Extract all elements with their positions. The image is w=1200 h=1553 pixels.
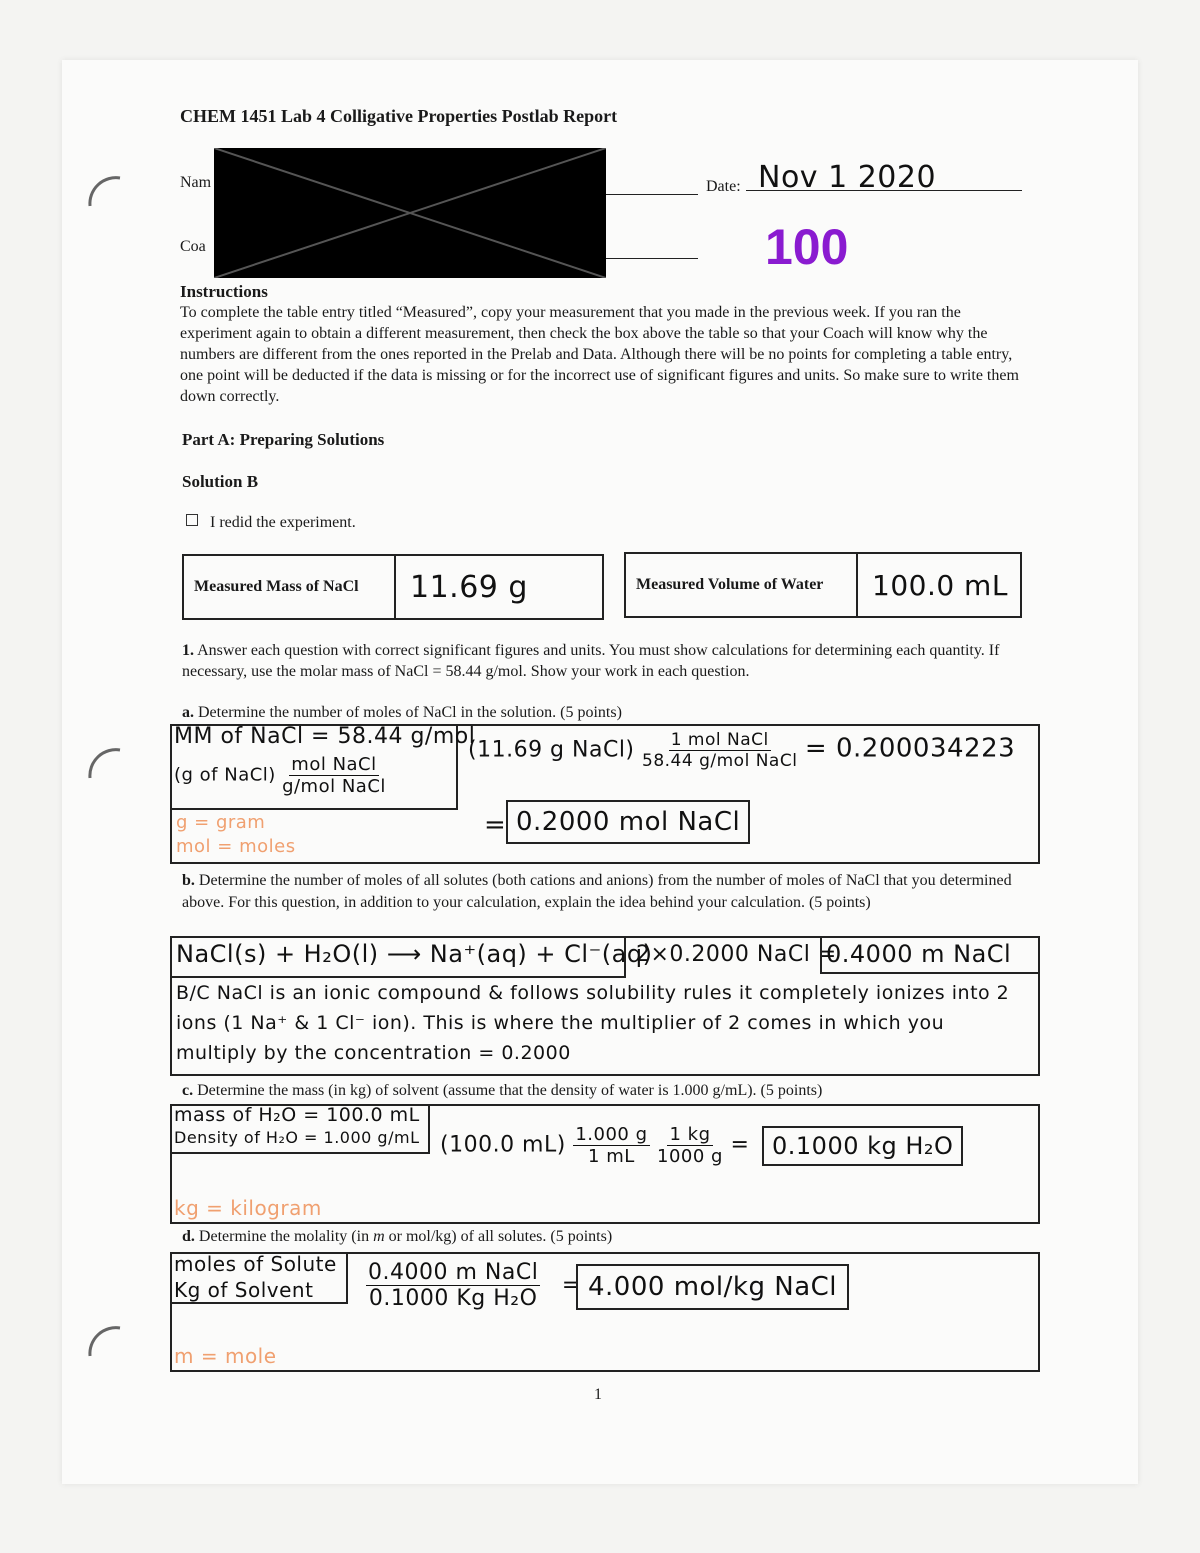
qb-equation: NaCl(s) + H₂O(l) ⟶ Na⁺(aq) + Cl⁻(aq) [176, 940, 653, 968]
qa-answer: 0.2000 mol NaCl [506, 800, 750, 844]
qd-given-moles: moles of Solute [174, 1252, 337, 1276]
mass-label: Measured Mass of NaCl [184, 556, 396, 618]
instructions-text: To complete the table entry titled “Measured”, copy your measurement that you made in the previous week. If you ran the experiment again to obtain a different measurement, then check the box above the table so that your Coach will know why the numbers are different from the ones reported in the Prelab and Data. Although there will be no points for completing a table entry, one point will be deducted if the data is missing or for the incorrect use of significant figures and units. So make sure to write them down correctly. [180, 304, 1019, 405]
qb-calculation: 2×0.2000 NaCl = [636, 942, 837, 967]
score: 100 [765, 219, 849, 275]
qc-given-density: Density of H₂O = 1.000 g/mL [174, 1128, 420, 1147]
question-1-intro: 1. Answer each question with correct significant figures and units. You must show calculations for determining each quantity. If necessary, use the molar mass of NaCl = 58.44 g/mol. Show your work in each question. [182, 642, 1000, 680]
qb-explanation: B/C NaCl is an ionic compound & follows solubility rules it completely ionizes into 2 ions (1 Na⁺ & 1 Cl⁻ ion). This is where the multiplier of 2 comes in which you multiply by the concentration = 0.2000 [176, 982, 1010, 1064]
qd-note-mole: m = mole [174, 1344, 277, 1368]
qb-answer: 0.4000 m NaCl [820, 936, 1040, 974]
qa-answer-eq: = [484, 810, 507, 840]
qa-setup-line2: (g of NaCl) $\frac{\text{mol NaCl}}{\text{g/mol NaCl}}$ [174, 754, 386, 797]
qa-setup-line1: MM of NaCl = 58.44 g/mol [174, 724, 476, 749]
redo-label: I redid the experiment. [210, 514, 356, 531]
qc-calculation: (100.0 mL) $\frac{1.000 g}{1 mL}$ $\frac{1 kg}{1000 g}$ = [440, 1124, 750, 1167]
binder-hole-icon [84, 172, 124, 212]
redo-checkbox-row[interactable] [186, 514, 356, 532]
qd-calculation: $\frac{\text{0.4000 m NaCl}}{\text{0.1000 Kg H₂O}}$ = [368, 1260, 581, 1311]
mass-table [182, 554, 604, 620]
mass-value: 11.69 g [410, 569, 528, 605]
volume-value: 100.0 mL [872, 568, 1008, 602]
qa-note-gram: g = gram [176, 812, 266, 833]
solution-heading: Solution B [182, 472, 259, 491]
date-value: Nov 1 2020 [758, 160, 937, 195]
qa-calculation: (11.69 g NaCl) $\frac{\text{1 mol NaCl}}{\text{58.44 g/mol NaCl}}$ = 0.200034223 [468, 730, 1016, 771]
coach-line [604, 258, 698, 259]
question-d-prompt: d. Determine the molality (in m or mol/kg) of all solutes. (5 points) [182, 1228, 613, 1245]
name-label: Nam [180, 174, 212, 191]
name-line [604, 194, 698, 195]
qd-given-kg: Kg of Solvent [174, 1278, 314, 1302]
qc-given-mass: mass of H₂O = 100.0 mL [174, 1104, 420, 1126]
qc-note-kilogram: kg = kilogram [174, 1196, 322, 1220]
page-number: 1 [594, 1386, 602, 1403]
report-title: CHEM 1451 Lab 4 Colligative Properties Postlab Report [180, 106, 618, 126]
qc-answer: 0.1000 kg H₂O [762, 1126, 963, 1166]
binder-hole-icon [84, 1322, 124, 1362]
redo-checkbox[interactable] [186, 514, 198, 526]
date-label: Date: [706, 178, 741, 195]
volume-label: Measured Volume of Water [626, 554, 858, 616]
question-b-prompt: b. Determine the number of moles of all solutes (both cations and anions) from the number of moles of NaCl that you determined above. For this question, in addition to your calculation, explain the idea behind your calculation. (5 points) [182, 872, 1012, 911]
instructions-heading: Instructions [180, 282, 268, 301]
question-a-prompt: a. Determine the number of moles of NaCl in the solution. (5 points) [182, 704, 622, 721]
qd-answer: 4.000 mol/kg NaCl [576, 1264, 849, 1310]
part-a-heading: Part A: Preparing Solutions [182, 430, 385, 449]
question-c-prompt: c. Determine the mass (in kg) of solvent (assume that the density of water is 1.000 g/mL). (5 points) [182, 1082, 823, 1099]
binder-hole-icon [84, 744, 124, 784]
qa-note-moles: mol = moles [176, 836, 296, 857]
redaction-box [214, 148, 606, 278]
redaction-cross-icon [214, 148, 606, 278]
coach-label: Coa [180, 238, 206, 255]
volume-table [624, 552, 1022, 618]
